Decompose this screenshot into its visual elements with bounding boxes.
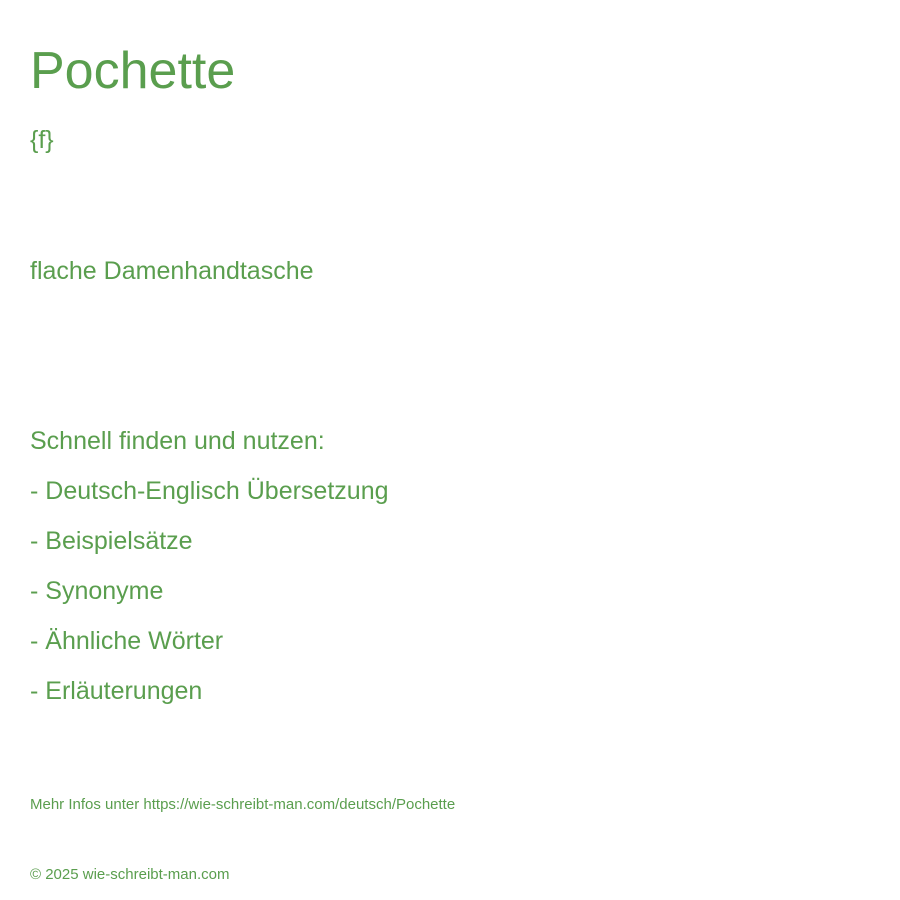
- quick-link-synonyms: - Synonyme: [30, 577, 164, 605]
- quick-link-similar-words: - Ähnliche Wörter: [30, 627, 224, 655]
- more-info-text: Mehr Infos unter https://wie-schreibt-man.com/deutsch/Pochette: [30, 796, 456, 813]
- gender-label: {f}: [30, 126, 54, 154]
- copyright-text: © 2025 wie-schreibt-man.com: [30, 866, 230, 883]
- quick-link-translation: - Deutsch-Englisch Übersetzung: [30, 477, 389, 505]
- definition-text: flache Damenhandtasche: [30, 257, 314, 285]
- quick-links-heading: Schnell finden und nutzen:: [30, 427, 325, 455]
- quick-link-explanations: - Erläuterungen: [30, 677, 203, 705]
- quick-links-list: [30, 475, 389, 725]
- page-title: Pochette: [30, 42, 236, 100]
- quick-link-example-sentences: - Beispielsätze: [30, 527, 193, 555]
